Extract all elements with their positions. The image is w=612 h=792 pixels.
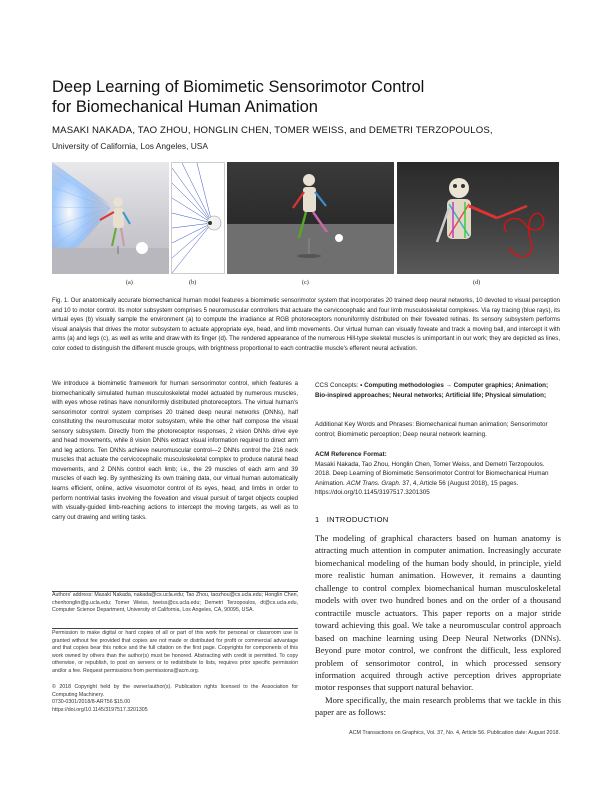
figure-caption: Fig. 1. Our anatomically accurate biomechanical human model features a biomimetic sensorimotor system that incorporates 20 trained deep neural networks, 10 devoted to visual perception and 10 to motor control. Its motor subsystem comprises 5 neuromuscular controllers that actuate the cervicocephalic and four limb musculoskeletal complexes. Via ray tracing (blue rays), its virtual eyes (b) visually sample the environment (a) to compute the irradiance at RGB photoreceptors nonuniformly distributed on their foveated retinas. Its sensory subsystem performs visual analysis that drives the motor subsystem to actuate appropriate eye, head, and limb movements. Our virtual human can visually foveate and track a moving ball, and intercept it with arms (a) and legs (c), as well as write and draw with its finger (d). The rendered appearance of the numerous Hill-type skeletal muscles is unimportant in our work; they are depicted as lines, color coded to distinguish the different muscle groups, with brightness proportional to each contractile muscle's efferent neural activation.: [52, 298, 560, 352]
reference-journal: ACM Trans. Graph.: [346, 479, 401, 487]
virtual-human-reaching-image: [52, 162, 169, 274]
reference-details: 37, 4, Article 56 (August 2018), 15 pages. https://doi.org/10.1145/3197517.3201305: [315, 479, 519, 497]
ccs-rest: Animation; Bio-inspired approaches; Neural networks; Artificial life; Physical simulation;: [315, 382, 549, 399]
doi-link[interactable]: https://doi.org/10.1145/3197517.3201305: [52, 707, 148, 713]
acm-reference: [315, 450, 561, 498]
eye-ray-tracing-image: [172, 163, 225, 274]
permission-notice: Permission to make digital or hard copies of all or part of this work for personal or classroom use is granted without fee provided that copies are not made or distributed for profit or commercial advantage and that copies bear this notice and the full citation on the first page. Copyrights for components of this work owned by others than the author(s) must be honored. Abstracting with credit is permitted. To copy otherwise, or republish, to post on servers or to redistribute to lists, requires prior specific permission and/or a fee. Request permissions from permissions@acm.org.: [52, 630, 298, 674]
section-heading: [315, 515, 389, 524]
figure-label-a: (a): [126, 279, 133, 286]
figure-panel-a: [52, 162, 169, 274]
figure-panel-d: [397, 162, 559, 274]
paper-title: [52, 77, 572, 117]
page-footer: ACM Transactions on Graphics, Vol. 37, No. 4, Article 56. Publication date: August 2018.: [349, 730, 560, 736]
figure-label-b: (b): [189, 279, 197, 286]
issn-line: 0730-0301/2018/8-ART56 $15.00: [52, 699, 131, 705]
title-line-1: Deep Learning of Biomimetic Sensorimotor Control: [52, 78, 425, 96]
abstract: We introduce a biomimetic framework for human sensorimotor control, which features a biomechanically simulated human musculoskeletal model actuated by numerous muscles, with eyes whose retinas have nonuniformly distributed photoreceptors. The virtual human's sensorimotor control system comprises 20 trained deep neural networks (DNNs), half constituting the neuromuscular motor subsystem, while the other half compose the visual sensory subsystem. Directly from the photoreceptor responses, 2 vision DNNs drive eye and head movements, while 8 vision DNNs extract visual information required to direct arm and leg actions. Ten DNNs achieve neuromuscular control—2 DNNs control the 216 neck muscles that actuate the cervicocephalic musculoskeletal complex to produce natural head movements, and 2 DNNs control each limb; i.e., the 29 muscles of each arm and 39 muscles of each leg. By synthesizing its own training data, our virtual human automatically learns efficient, online, active visuomotor control of its eyes, head, and limbs in order to perform nontrivial tasks involving the foveation and visual pursuit of target objects coupled with visually-guided limb-reaching actions to intercept the moving targets, as well as to carry out drawing and writing tasks.: [52, 381, 298, 521]
ccs-bullet: • Computing methodologies → Computer graphics;: [360, 382, 514, 389]
figure-label-d: (d): [473, 279, 481, 286]
figure-panel-c: [227, 162, 394, 274]
figure-label-c: (c): [302, 279, 309, 286]
affiliation: University of California, Los Angeles, USA: [52, 141, 208, 151]
ccs-label: CCS Concepts:: [315, 382, 359, 389]
intro-paragraph-1: The modeling of graphical characters based on human anatomy is attracting much attention in computer animation. Increasingly accurate biomechanical modeling of the human body should, in principle, yield more realistic human animation. However, it remains a daunting challenge to control complex biomechanical human musculoskeletal models with over two hundred bones and on the order of a thousand contractile muscle actuators. This paper reports on a major stride toward achieving this goal. We take a neuromuscular control approach based on machine learning using Deep Neural Networks (DNNs). Beyond pure motor control, we confront the difficult, less explored problem of sensorimotor control, in which processed sensory information acquired through active perception drives appropriate motor responses that support natural behavior.: [315, 533, 561, 693]
keywords: Additional Key Words and Phrases: Biomechanical human animation; Sensorimotor control; Biomimetic perception; Deep neural network learning.: [315, 421, 548, 438]
section-title: INTRODUCTION: [326, 515, 389, 524]
title-line-2: for Biomechanical Human Animation: [52, 98, 318, 116]
virtual-human-writing-image: [397, 162, 559, 274]
reference-heading: ACM Reference Format:: [315, 451, 387, 458]
permission-divider: [52, 628, 298, 629]
intro-paragraph-2: More specifically, the main research problems that we tackle in this paper are as follows:: [315, 694, 561, 718]
ccs-concepts: [315, 381, 561, 400]
author-addresses: Authors' address: Masaki Nakada, nakada@cs.ucla.edu; Tao Zhou, taozhou@cs.ucla.edu; Honglin Chen, chenhonglin@g.ucla.edu; Tomer Weiss, tweiss@cs.ucla.edu; Demetri Terzopoulos, dt@cs.ucla.edu, Computer Science Department, University of California, Los Angeles, CA, 90095, USA.: [52, 592, 298, 614]
copyright-notice: © 2018 Copyright held by the owner/author(s). Publication rights licensed to the Association for Computing Machinery.: [52, 684, 298, 698]
introduction-body: [315, 532, 561, 719]
virtual-human-kicking-image: [227, 162, 394, 274]
author-list: MASAKI NAKADA, TAO ZHOU, HONGLIN CHEN, TOMER WEISS, and DEMETRI TERZOPOULOS,: [52, 125, 493, 136]
reference-text: Masaki Nakada, Tao Zhou, Honglin Chen, Tomer Weiss, and Demetri Terzopoulos. 2018. Deep Learning of Biomimetic Sensorimotor Control for Biomechanical Human Animation.: [315, 460, 549, 487]
figure-panel-b: [171, 162, 225, 274]
section-number: 1: [315, 515, 320, 524]
